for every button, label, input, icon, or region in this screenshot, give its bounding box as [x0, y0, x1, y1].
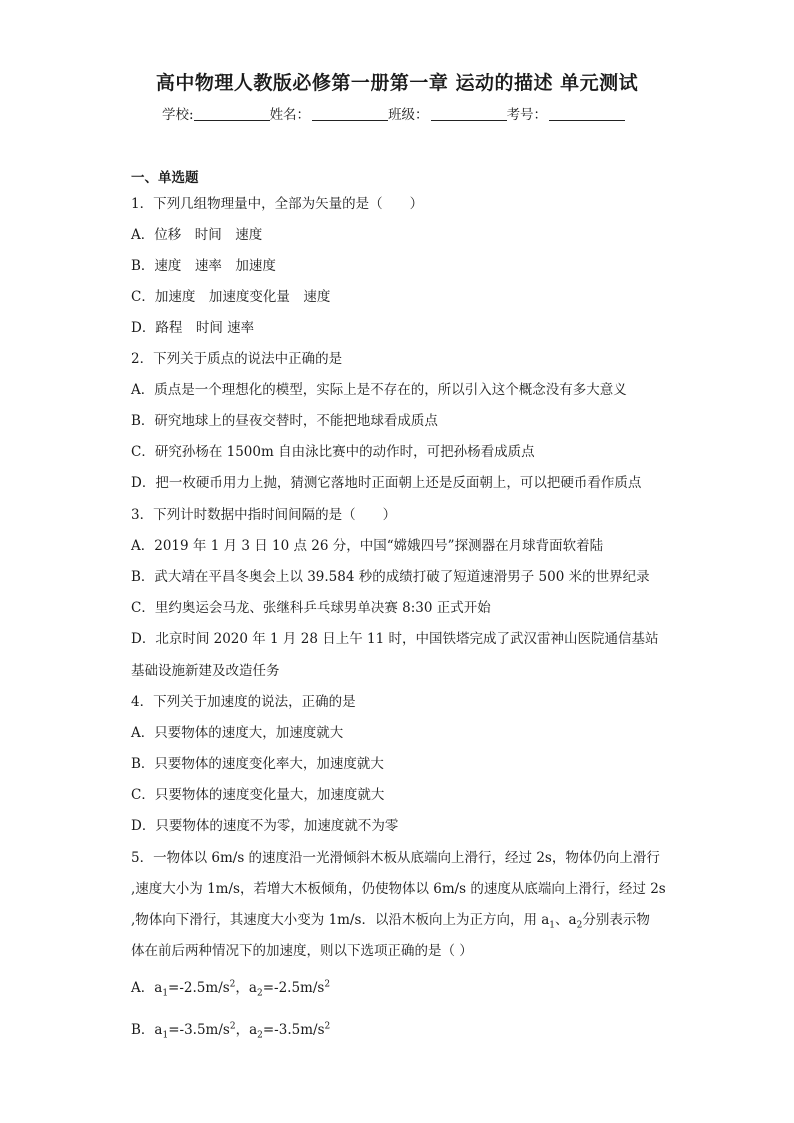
- question-stem: 2．下列关于质点的说法中正确的是: [131, 351, 343, 367]
- superscript: 2: [229, 1021, 236, 1032]
- stem-text: 分别表示物: [582, 912, 650, 928]
- name-label: 姓名：: [269, 107, 311, 123]
- class-blank[interactable]: [431, 106, 507, 121]
- superscript: 2: [324, 1021, 331, 1032]
- name-blank[interactable]: [312, 106, 388, 121]
- option-text: ，a: [235, 980, 257, 996]
- section-title: 一、单选题: [131, 170, 199, 186]
- option-b: B．速度 速率 加速度: [131, 258, 276, 274]
- question-stem: 1．下列几组物理量中，全部为矢量的是（ ）: [131, 196, 424, 212]
- option-text: =-2.5m/s: [168, 980, 230, 996]
- option-text: =-3.5m/s: [168, 1022, 230, 1038]
- option-d: D．把一枚硬币用力上抛，猜测它落地时正面朝上还是反面朝上，可以把硬币看作质点: [131, 475, 642, 491]
- option-text: ，a: [235, 1022, 258, 1038]
- option-b: [131, 1018, 330, 1041]
- stem-text: ,物体向下滑行，其速度大小变为 1m/s．以沿木板向上为正方向，用 a: [131, 912, 550, 928]
- superscript: 2: [229, 979, 236, 990]
- option-a: [131, 976, 330, 999]
- option-text: A．a: [131, 980, 163, 996]
- exam-no-blank[interactable]: [549, 106, 625, 121]
- subscript: 1: [162, 1030, 169, 1041]
- option-d-continuation: 基础设施新建及改造任务: [131, 663, 280, 679]
- class-label: 班级：: [388, 107, 429, 123]
- page-title: 高中物理人教版必修第一册第一章 运动的描述 单元测试: [155, 72, 639, 94]
- question-stem-line: 体在前后两种情况下的加速度，则以下选项正确的是（ ）: [131, 943, 473, 959]
- option-c: C．只要物体的速度变化量大，加速度就大: [131, 787, 385, 803]
- option-a: A．2019 年 1 月 3 日 10 点 26 分，中国“嫦娥四号”探测器在月球背面软着陆: [131, 538, 604, 554]
- superscript: 2: [324, 979, 331, 990]
- option-c: C．研究孙杨在 1500m 自由泳比赛中的动作时，可把孙杨看成质点: [131, 444, 535, 460]
- option-a: A．只要物体的速度大，加速度就大: [131, 725, 344, 741]
- option-d: D．路程 时间 速率: [131, 320, 255, 336]
- question-stem: 3．下列计时数据中指时间间隔的是（ ）: [131, 507, 397, 523]
- option-d: D．只要物体的速度不为零，加速度就不为零: [131, 818, 399, 834]
- subscript: 2: [576, 920, 583, 931]
- option-a: A．质点是一个理想化的模型，实际上是不存在的，所以引入这个概念没有多大意义: [131, 382, 627, 398]
- option-c: C．里约奥运会马龙、张继科乒乓球男单决赛 8:30 正式开始: [131, 600, 491, 616]
- question-stem: 4．下列关于加速度的说法，正确的是: [131, 694, 356, 710]
- question-stem-line: ,速度大小为 1m/s，若增大木板倾角，仍使物体以 6m/s 的速度从底端向上滑行，经过 2s: [131, 881, 666, 897]
- school-blank[interactable]: [194, 106, 270, 121]
- school-label: 学校:: [162, 107, 194, 123]
- subscript: 1: [162, 988, 169, 999]
- option-a: A．位移 时间 速度: [131, 227, 263, 243]
- question-stem-line: [131, 908, 650, 931]
- option-b: B．只要物体的速度变化率大，加速度就大: [131, 756, 384, 772]
- subscript: 2: [257, 1030, 263, 1041]
- student-info-row: [162, 103, 625, 123]
- exam-no-label: 考号：: [506, 107, 548, 123]
- option-text: =-3.5m/s: [262, 1022, 325, 1038]
- question-stem-line: 5．一物体以 6m/s 的速度沿一光滑倾斜木板从底端向上滑行，经过 2s，物体仍向上滑行: [131, 850, 660, 866]
- option-text: B．a: [131, 1022, 163, 1038]
- option-b: B．武大靖在平昌冬奥会上以 39.584 秒的成绩打破了短道速滑男子 500 米的世界纪录: [131, 569, 650, 585]
- option-b: B．研究地球上的昼夜交替时，不能把地球看成质点: [131, 413, 438, 429]
- option-d: D．北京时间 2020 年 1 月 28 日上午 11 时，中国铁塔完成了武汉雷神山医院通信基站: [131, 631, 659, 647]
- option-c: C．加速度 加速度变化量 速度: [131, 289, 331, 305]
- subscript: 2: [256, 988, 263, 999]
- subscript: 1: [549, 920, 556, 931]
- stem-text: 、a: [555, 912, 577, 928]
- option-text: =-2.5m/s: [262, 980, 325, 996]
